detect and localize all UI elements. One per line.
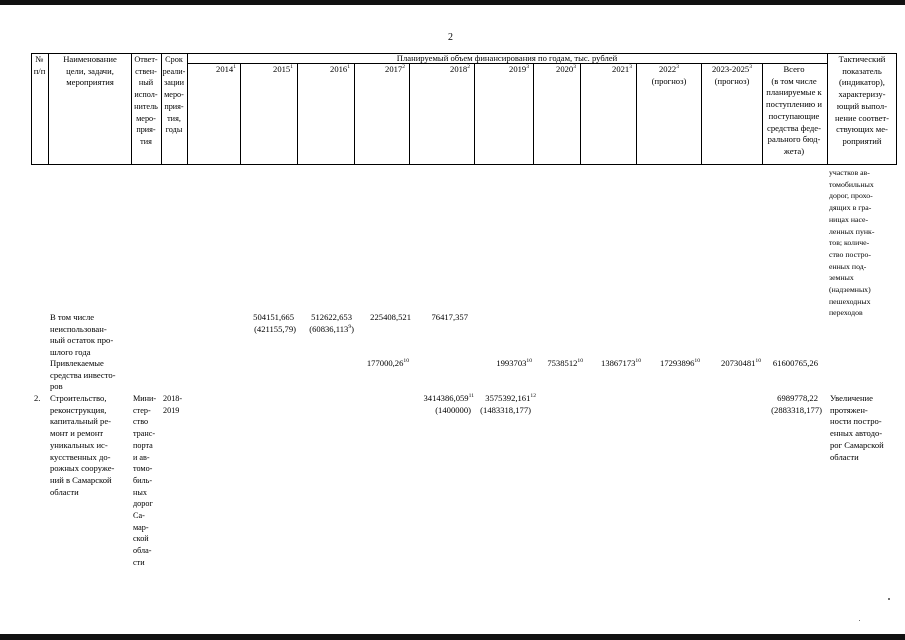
col-rule [297, 63, 298, 164]
col-rule [240, 63, 241, 164]
col-rule [354, 63, 355, 164]
col-rule [533, 63, 534, 164]
row-investors-2023-2025: 20730481$^{10}$ [721, 358, 761, 368]
row-item2-2019-fed: (1483318,177) [480, 405, 531, 415]
scan-bottom-edge [0, 634, 905, 640]
header-name: Наименование цели, задачи, мероприятия [63, 54, 117, 88]
row-investors-name: Привлекаемые средства инвесто- ров [50, 358, 116, 392]
row-item2-indicator: Увеличение протяжен- ности постро- енных автодо- рог Самарской области [830, 393, 884, 462]
col-rule [580, 63, 581, 164]
row-unused-2016: 512622,653 [311, 312, 352, 322]
header-term: Срок реали- зации меро- прия- тия, годы [162, 55, 186, 135]
row-investors-2020: 7538512$^{10}$ [547, 358, 583, 368]
col-rule [474, 63, 475, 164]
row-unused-name: В том числе неиспользован- ный остаток про- шлого года [50, 312, 114, 358]
indicator-continued: участков ав- томобильных дорог, прохо- дящих в гра- ницах насе- ленных пунк- тов; количе- ство постро- енных под- земных (надземных) пешеходных переходов [829, 168, 875, 318]
header-year-2014: 2014$^1$ [216, 64, 236, 74]
header-year-2022: 2022$^3$ (прогноз) [651, 64, 687, 86]
header-year-2020: 2020$^3$ [556, 64, 576, 74]
header-indicator: Тактический показатель (индикатор), характеризу- ющий выпол- нение соответ- ствующих ме- роприятий [834, 54, 890, 146]
header-year-2018: 2018$^2$ [450, 64, 470, 74]
header-bottom-border [31, 164, 897, 165]
row-investors-2021: 13867173$^{10}$ [601, 358, 641, 368]
row-unused-2018: 76417,357 [431, 312, 468, 322]
header-year-2023-2025: 2023-2025$^3$ (прогноз) [711, 64, 753, 86]
scan-speck [888, 598, 890, 600]
row-investors-2022: 17293896$^{10}$ [660, 358, 700, 368]
header-no: № п/п [33, 54, 46, 76]
row-item2-total-fed: (2883318,177) [771, 405, 822, 415]
row-investors-2019: 1993703$^{10}$ [496, 358, 532, 368]
row-item2-total: 6989778,22 [777, 393, 818, 403]
header-plan-title: Планируемый объем финансирования по годам, тыс. рублей [396, 53, 618, 63]
row-investors-2017: 177000,26$^{10}$ [366, 358, 409, 368]
row-item2-2019: 3575392,161$^{12}$ [485, 393, 536, 403]
header-executor: Ответ- ствен- ный испол- нитель меро- прия- тия [134, 55, 158, 146]
row-unused-2015-fed: (421155,79) [254, 324, 296, 334]
header-year-2019: 2019$^3$ [509, 64, 529, 74]
row-unused-2015: 504151,665 [253, 312, 294, 322]
row-item2-2018-fed: (1400000) [435, 405, 471, 415]
header-year-2015: 2015$^1$ [273, 64, 293, 74]
header-year-2016: 2016$^1$ [330, 64, 350, 74]
header-total: Всего (в том числе планируемые к поступлению и поступающие средства феде- рального бюд- жета) [766, 64, 822, 156]
row-unused-2016-fed: (60836,113$^9$) [309, 324, 354, 334]
row-investors-total: 61600765,26 [772, 358, 818, 368]
col-rule [409, 63, 410, 164]
row-item2-no: 2. [34, 393, 41, 403]
page-number: 2 [448, 32, 453, 43]
row-item2-executor: Мини- стер- ство транс- порта и ав- томо- биль- ных дорог Са- мар- ской обла- сти [133, 394, 157, 567]
row-unused-2017: 225408,521 [370, 312, 411, 322]
header-year-2017: 2017$^2$ [385, 64, 405, 74]
scan-speck [859, 620, 860, 621]
row-item2-2018: 3414386,059$^{11}$ [423, 393, 474, 403]
row-item2-name: Строительство, реконструкция, капитальный ре- монт и ремонт уникальных ис- кусственных до- рожных сооруже- ний в Самарской области [50, 393, 115, 497]
row-item2-term: 2018- 2019 [163, 394, 183, 415]
header-year-2021: 2021$^3$ [612, 64, 632, 74]
